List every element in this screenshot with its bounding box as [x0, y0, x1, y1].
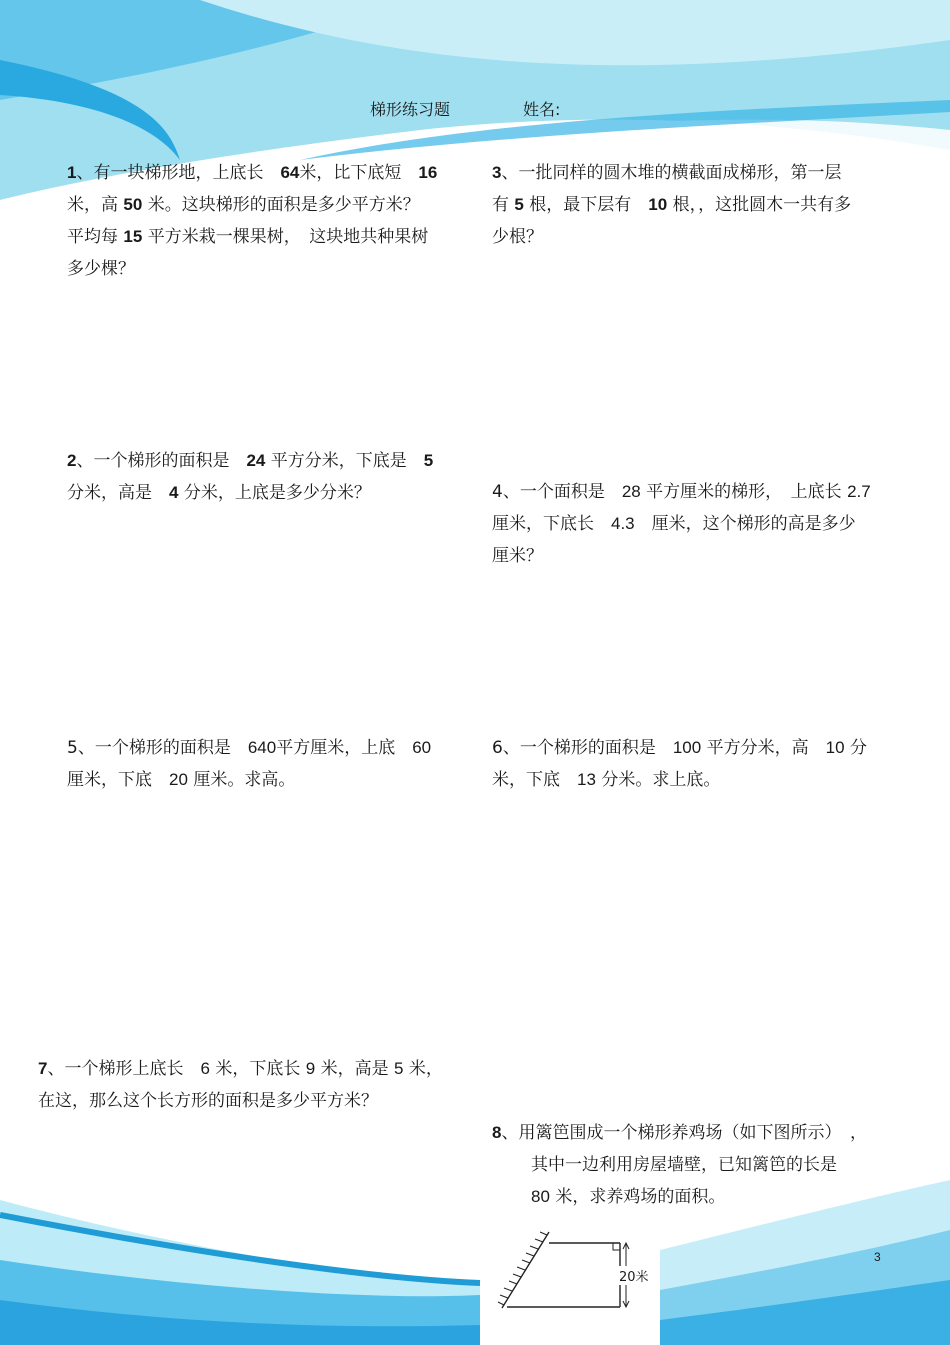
right-angle-mark: [613, 1243, 620, 1250]
wall-hatching: [498, 1232, 547, 1305]
question-number: 1: [67, 163, 77, 182]
name-label: 姓名:: [523, 100, 561, 119]
question-6: 6、一个梯形的面积是 100 平方分米，高 10 分 米，下底 13 分米。求上底。: [492, 738, 867, 790]
question-4: 4、一个面积是 28 平方厘米的梯形， 上底长 2.7 厘米，下底长 4.3 厘米，这个梯形的高是多少 厘米？: [492, 482, 871, 566]
question-8: 8、用篱笆围成一个梯形养鸡场（如下图所示） ， 其中一边利用房屋墙壁，已知篱笆的长是 80 米，求养鸡场的面积。: [492, 1123, 867, 1207]
question-3: 3、一批同样的圆木堆的横截面成梯形，第一层 有 5 根，最下层有 10 根，，这批圆木一共有多 少根？: [492, 163, 852, 247]
question-5: 5、一个梯形的面积是 640平方厘米，上底 60 厘米，下底 20 厘米。求高。: [67, 738, 432, 790]
question-number: 7: [38, 1059, 48, 1078]
question-2: 2、一个梯形的面积是 24 平方分米，下底是 5 分米，高是 4 分米，上底是多少分米？: [67, 451, 434, 503]
wall-line: [502, 1232, 549, 1308]
page-number: 3: [874, 1250, 881, 1264]
question-number: 2: [67, 451, 77, 470]
trapezoid-figure: [497, 1230, 655, 1312]
question-number: 8: [492, 1123, 502, 1142]
question-1: 1、有一块梯形地，上底长 64米，比下底短 16 米，高 50 米。这块梯形的面积是多少平方米？ 平均每 15 平方米栽一棵果树， 这块地共种果树 多少棵？: [67, 163, 438, 279]
question-number: 3: [492, 163, 502, 182]
worksheet-title: 梯形练习题: [370, 100, 451, 119]
question-7: 7、一个梯形上底长 6 米，下底长 9 米，高是 5 米， 在这，那么这个长方形的面积是多少平方米？: [38, 1059, 443, 1111]
height-label: 20米: [618, 1266, 650, 1285]
